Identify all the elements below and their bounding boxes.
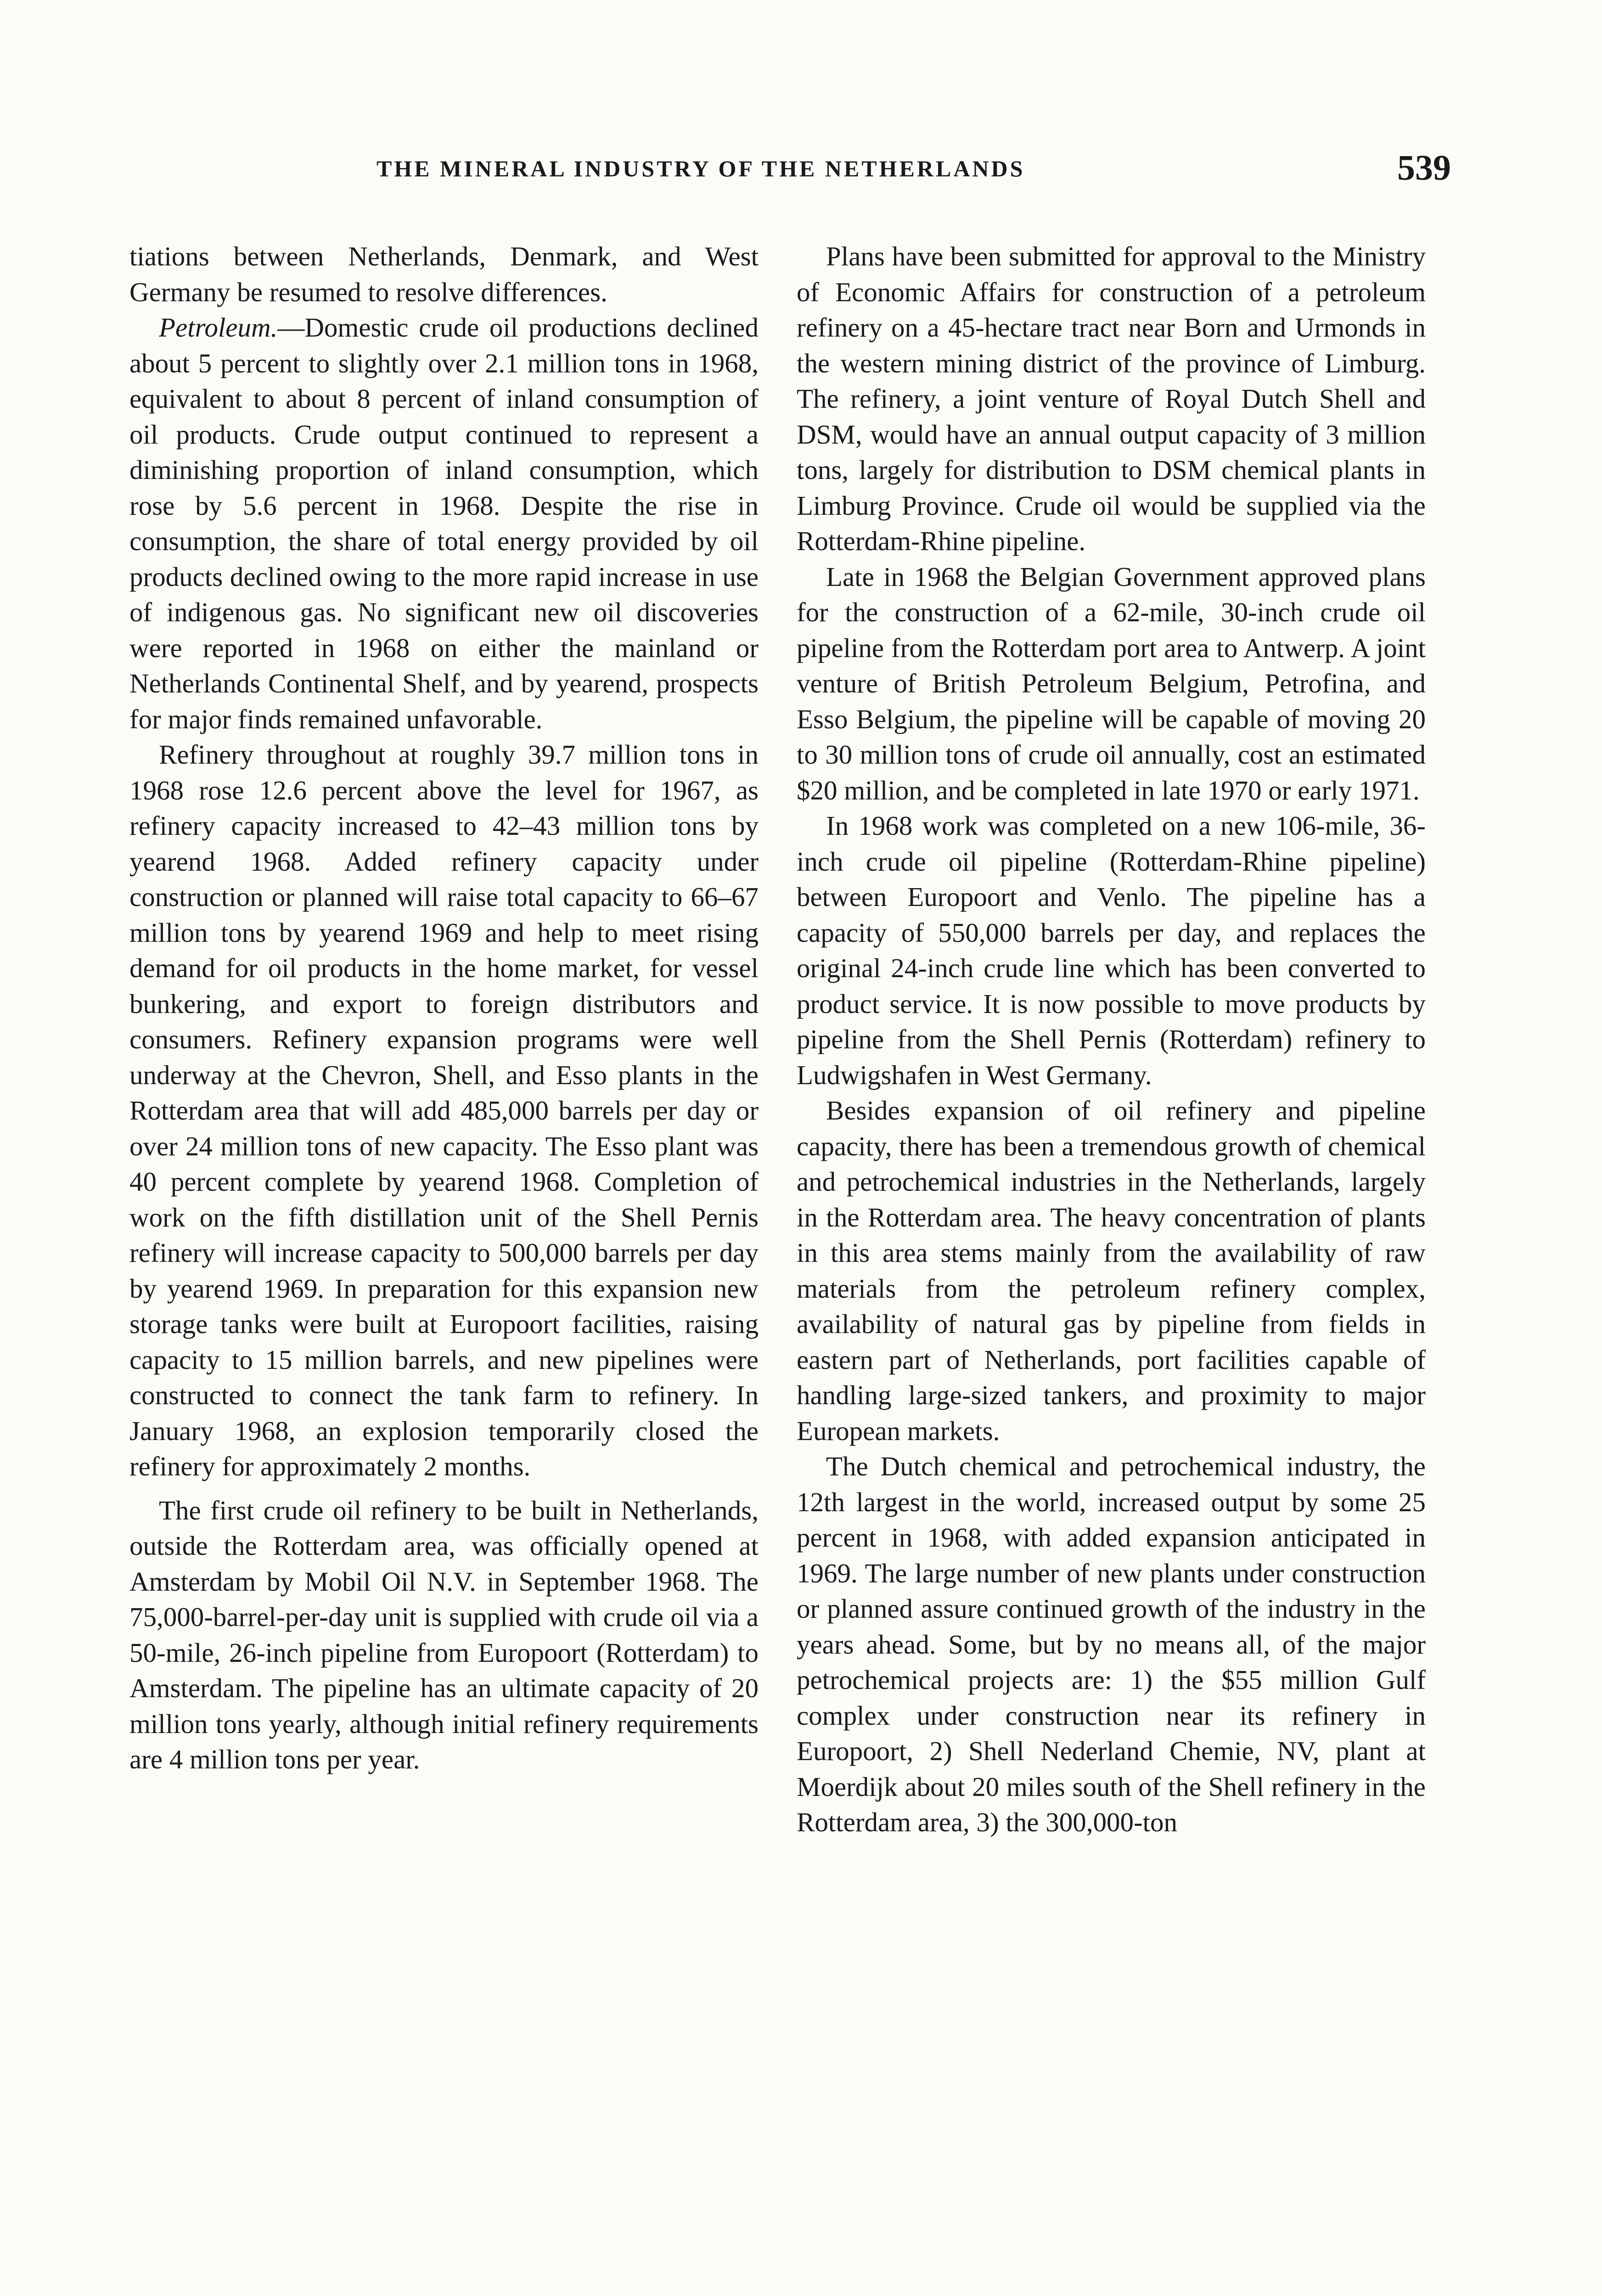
- paragraph-petroleum: [129, 310, 759, 737]
- running-head: THE MINERAL INDUSTRY OF THE NETHERLANDS: [377, 156, 1025, 181]
- paragraph: The Dutch chemical and petrochemical industry, the 12th largest in the world, increased output by some 25 percent in 1968, with added expansion anticipated in 1969. The large number of new plants under construction or planned assure continued growth of the industry in the years ahead. Some, but by no means all, of the major petrochemical projects are: 1) the $55 million Gulf complex under construction near its refinery in Europoort, 2) Shell Nederland Chemie, NV, plant at Moerdijk about 20 miles south of the Shell refinery in the Rotterdam area, 3) the 300,000-ton: [797, 1451, 1426, 1837]
- right-column: [797, 239, 1426, 1840]
- page-number: 539: [1397, 147, 1451, 187]
- paragraph-text: —Domestic crude oil productions declined about 5 percent to slightly over 2.1 million tons in 1968, equivalent to about 8 percent of inland consumption of oil products. Crude output continued to represent a diminishing proportion of inland consumption, which rose by 5.6 percent in 1968. Despite the rise in consumption, the share of total energy provided by oil products declined owing to the more rapid increase in use of indigenous gas. No significant new oil discoveries were reported in 1968 on either the mainland or Netherlands Continental Shelf, and by yearend, prospects for major finds remained unfavorable.: [129, 312, 759, 734]
- paragraph: In 1968 work was completed on a new 106-mile, 36-inch crude oil pipeline (Rotterdam-Rhine pipeline) between Europoort and Venlo. The pipeline has a capacity of 550,000 barrels per day, and replaces the original 24-inch crude line which has been converted to product service. It is now possible to move products by pipeline from the Shell Pernis (Rotterdam) refinery to Ludwigshafen in West Germany.: [797, 810, 1426, 1090]
- paragraph: tiations between Netherlands, Denmark, and West Germany be resumed to resolve differences.: [129, 241, 759, 307]
- page-header: [377, 147, 1451, 202]
- section-runin-heading: Petroleum.: [159, 312, 278, 343]
- paragraph: Late in 1968 the Belgian Government approved plans for the construction of a 62-mile, 30-inch crude oil pipeline from the Rotterdam port area to Antwerp. A joint venture of British Petroleum Belgium, Petrofina, and Esso Belgium, the pipeline will be capable of moving 20 to 30 million tons of crude oil annually, cost an estimated $20 million, and be completed in late 1970 or early 1971.: [797, 561, 1426, 805]
- paragraph: Plans have been submitted for approval to the Ministry of Economic Affairs for construction of a petroleum refinery on a 45-hectare tract near Born and Urmonds in the western mining district of the province of Limburg. The refinery, a joint venture of Royal Dutch Shell and DSM, would have an annual output capacity of 3 million tons, largely for distribution to DSM chemical plants in Limburg Province. Crude oil would be supplied via the Rotterdam-Rhine pipeline.: [797, 241, 1426, 556]
- left-column: [129, 239, 759, 1778]
- paragraph: Refinery throughout at roughly 39.7 million tons in 1968 rose 12.6 percent above the level for 1967, as refinery capacity increased to 42–43 million tons by yearend 1968. Added refinery capacity under construction or planned will raise total capacity to 66–67 million tons by yearend 1969 and help to meet rising demand for oil products in the home market, for vessel bunkering, and export to foreign distributors and consumers. Refinery expansion programs were well underway at the Chevron, Shell, and Esso plants in the Rotterdam area that will add 485,000 barrels per day or over 24 million tons of new capacity. The Esso plant was 40 percent complete by yearend 1968. Completion of work on the fifth distillation unit of the Shell Pernis refinery will increase capacity to 500,000 barrels per day by yearend 1969. In preparation for this expansion new storage tanks were built at Europoort facilities, raising capacity to 15 million barrels, and new pipelines were constructed to connect the tank farm to refinery. In January 1968, an explosion temporarily closed the refinery for approximately 2 months.: [129, 739, 759, 1481]
- paragraph: The first crude oil refinery to be built in Netherlands, outside the Rotterdam area, was officially opened at Amsterdam by Mobil Oil N.V. in September 1968. The 75,000-barrel-per-day unit is supplied with crude oil via a 50-mile, 26-inch pipeline from Europoort (Rotterdam) to Amsterdam. The pipeline has an ultimate capacity of 20 million tons yearly, although initial refinery requirements are 4 million tons per year.: [129, 1495, 759, 1774]
- paragraph: Besides expansion of oil refinery and pipeline capacity, there has been a tremendous growth of chemical and petrochemical industries in the Netherlands, largely in the Rotterdam area. The heavy concentration of plants in this area stems mainly from the availability of raw materials from the petroleum refinery complex, availability of natural gas by pipeline from fields in eastern part of Netherlands, port facilities capable of handling large-sized tankers, and proximity to major European markets.: [797, 1095, 1426, 1446]
